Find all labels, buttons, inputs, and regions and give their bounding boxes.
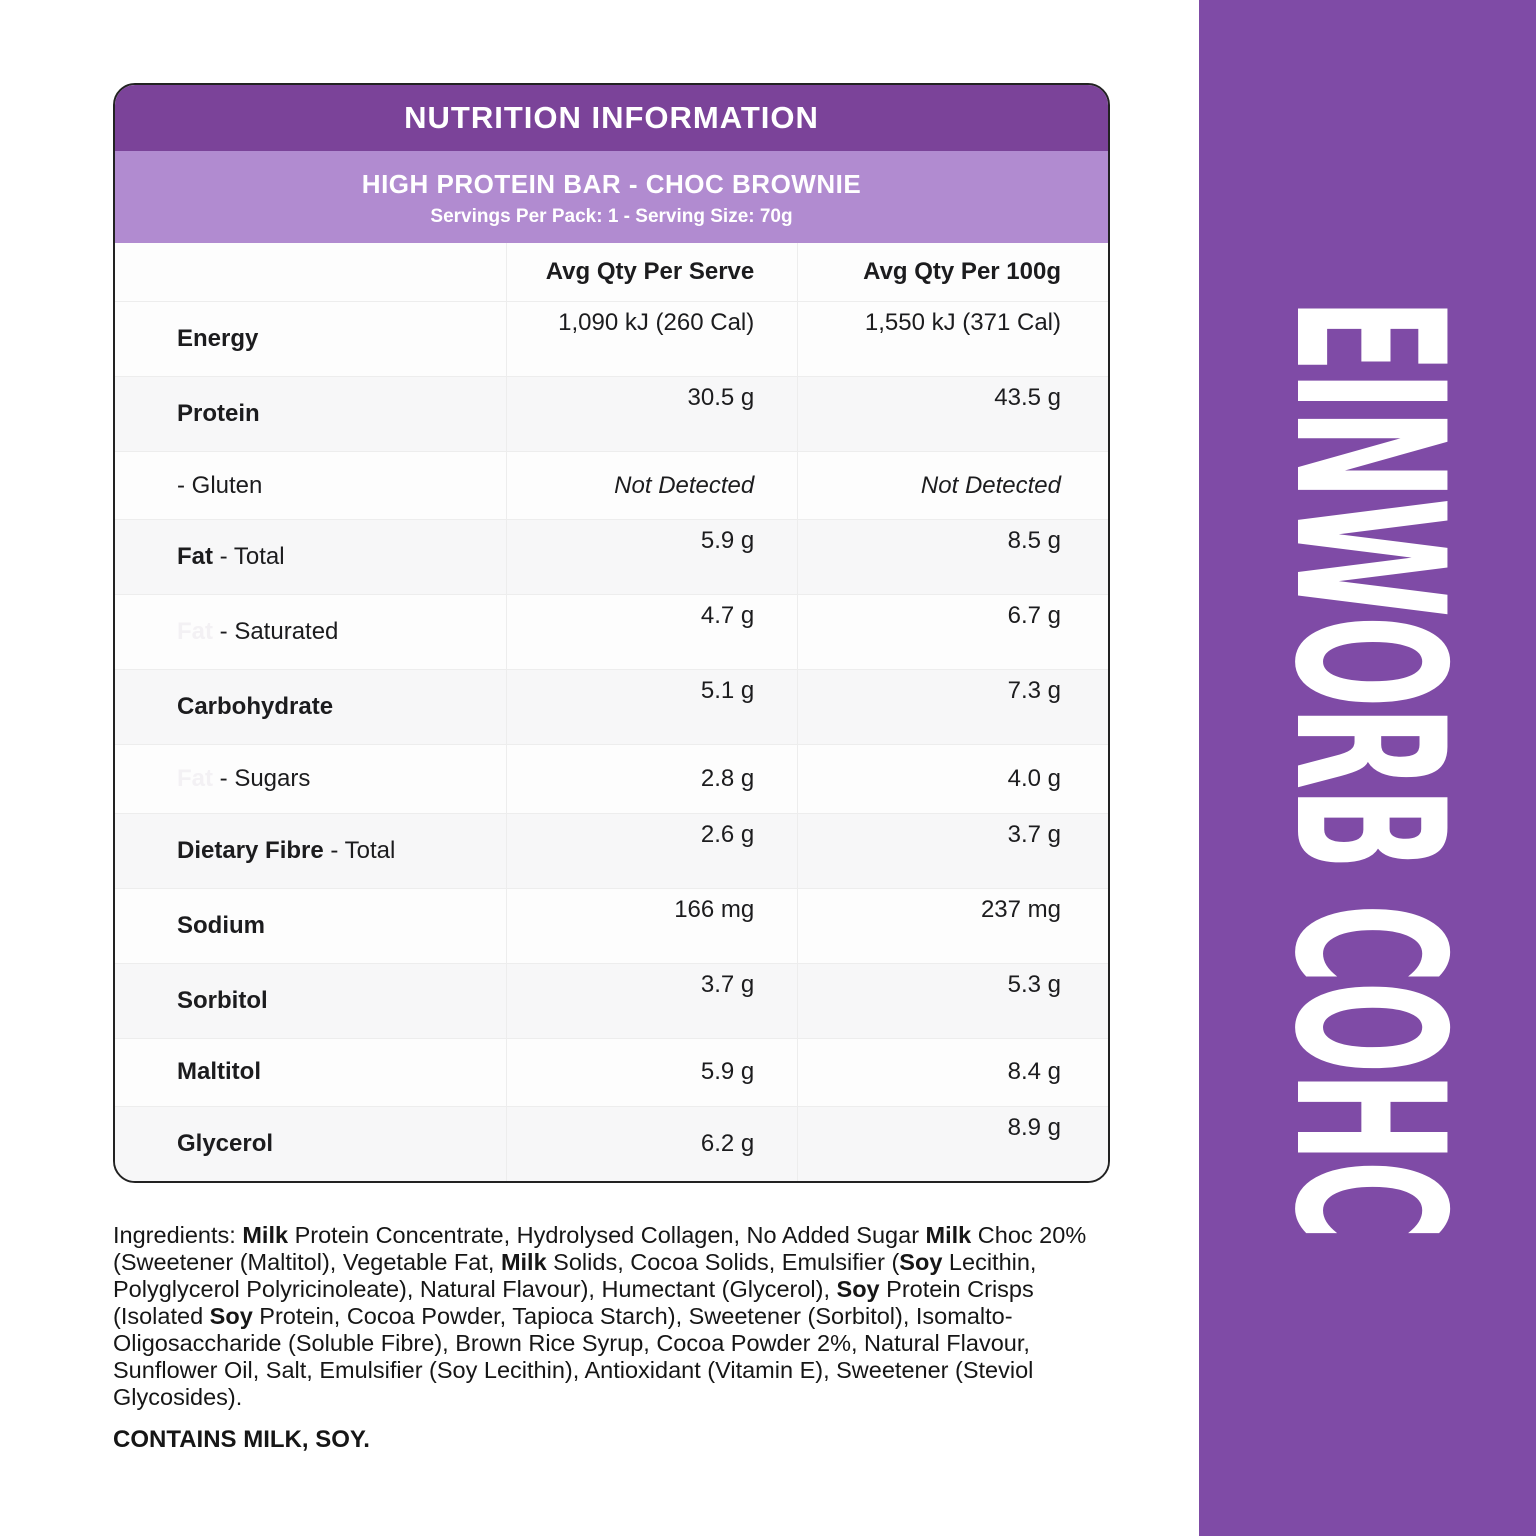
row-label: Maltitol xyxy=(177,1058,261,1086)
table-row xyxy=(115,744,1108,812)
column-header-per-serve: Avg Qty Per Serve xyxy=(506,243,797,301)
table-row xyxy=(115,669,1108,744)
value-per-serve: 2.8 g xyxy=(506,745,797,812)
value-per-serve: 5.9 g xyxy=(506,1039,797,1106)
value-per-100g: 43.5 g xyxy=(797,377,1108,451)
table-row xyxy=(115,594,1108,669)
table-row xyxy=(115,963,1108,1038)
column-header-per-100g: Avg Qty Per 100g xyxy=(797,243,1108,301)
value-per-serve: 5.1 g xyxy=(506,670,797,744)
table-row xyxy=(115,1038,1108,1106)
value-per-100g: 8.4 g xyxy=(797,1039,1108,1106)
row-label: Sorbitol xyxy=(177,986,268,1014)
table-row xyxy=(115,451,1108,519)
ingredients-paragraph: Ingredients: Milk Protein Concentrate, Hydrolysed Collagen, No Added Sugar Milk Choc 20% (Sweetener (Maltitol), Vegetable Fat, Milk Solids, Cocoa Solids, Emulsifier (Soy Lecithin, Polyglycerol Polyricinoleate), Natural Flavour), Humectant (Glycerol), Soy Protein Crisps (Isolated Soy Protein, Cocoa Powder, Tapioca Starch), Sweetener (Sorbitol), Isomalto-Oligosaccharide (Soluble Fibre), Brown Rice Syrup, Cocoa Powder 2%, Natural Flavour, Sunflower Oil, Salt, Emulsifier (Soy Lecithin), Antioxidant (Vitamin E), Sweetener (Steviol Glycosides). xyxy=(113,1222,1087,1410)
value-per-100g: 8.9 g xyxy=(797,1107,1108,1181)
value-per-100g: 6.7 g xyxy=(797,595,1108,669)
table-row xyxy=(115,519,1108,594)
row-label: Fat - Total xyxy=(177,543,285,571)
value-per-serve: 30.5 g xyxy=(506,377,797,451)
value-per-serve: Not Detected xyxy=(506,452,797,519)
value-per-100g: 1,550 kJ (371 Cal) xyxy=(797,302,1108,376)
contains-statement: CONTAINS MILK, SOY. xyxy=(113,1426,370,1453)
table-row xyxy=(115,1106,1108,1181)
value-per-100g: 4.0 g xyxy=(797,745,1108,812)
table-row xyxy=(115,813,1108,888)
nutrition-card xyxy=(113,83,1110,1183)
value-per-serve: 1,090 kJ (260 Cal) xyxy=(506,302,797,376)
product-band xyxy=(115,151,1108,243)
serving-info: Servings Per Pack: 1 - Serving Size: 70g xyxy=(430,205,793,227)
value-per-100g: 8.5 g xyxy=(797,520,1108,594)
row-label: - Gluten xyxy=(177,471,263,499)
value-per-serve: 2.6 g xyxy=(506,814,797,888)
value-per-100g: 237 mg xyxy=(797,889,1108,963)
row-label: Carbohydrate xyxy=(177,693,334,721)
value-per-100g: Not Detected xyxy=(797,452,1108,519)
row-label: Glycerol xyxy=(177,1129,274,1157)
row-label: Protein xyxy=(177,400,260,428)
table-row xyxy=(115,301,1108,376)
row-label: Fat - Saturated xyxy=(177,618,339,646)
header-spacer-cell xyxy=(115,243,506,301)
row-label: Energy xyxy=(177,325,259,353)
card-header xyxy=(115,85,1108,151)
nutrition-table xyxy=(115,243,1108,1181)
value-per-serve: 3.7 g xyxy=(506,964,797,1038)
row-label: Fat - Sugars xyxy=(177,765,311,792)
value-per-100g: 3.7 g xyxy=(797,814,1108,888)
table-header-row xyxy=(115,243,1108,301)
value-per-serve: 4.7 g xyxy=(506,595,797,669)
value-per-serve: 5.9 g xyxy=(506,520,797,594)
card-title: NUTRITION INFORMATION xyxy=(404,100,819,135)
table-row xyxy=(115,376,1108,451)
value-per-100g: 5.3 g xyxy=(797,964,1108,1038)
product-name: HIGH PROTEIN BAR - CHOC BROWNIE xyxy=(361,168,862,199)
flavour-vertical-label: EINWORB COHC xyxy=(1249,298,1487,1238)
row-label: Sodium xyxy=(177,911,265,939)
value-per-100g: 7.3 g xyxy=(797,670,1108,744)
value-per-serve: 166 mg xyxy=(506,889,797,963)
table-row xyxy=(115,888,1108,963)
row-label: Dietary Fibre - Total xyxy=(177,836,396,864)
value-per-serve: 6.2 g xyxy=(506,1107,797,1181)
flavour-side-panel xyxy=(1199,0,1536,1536)
